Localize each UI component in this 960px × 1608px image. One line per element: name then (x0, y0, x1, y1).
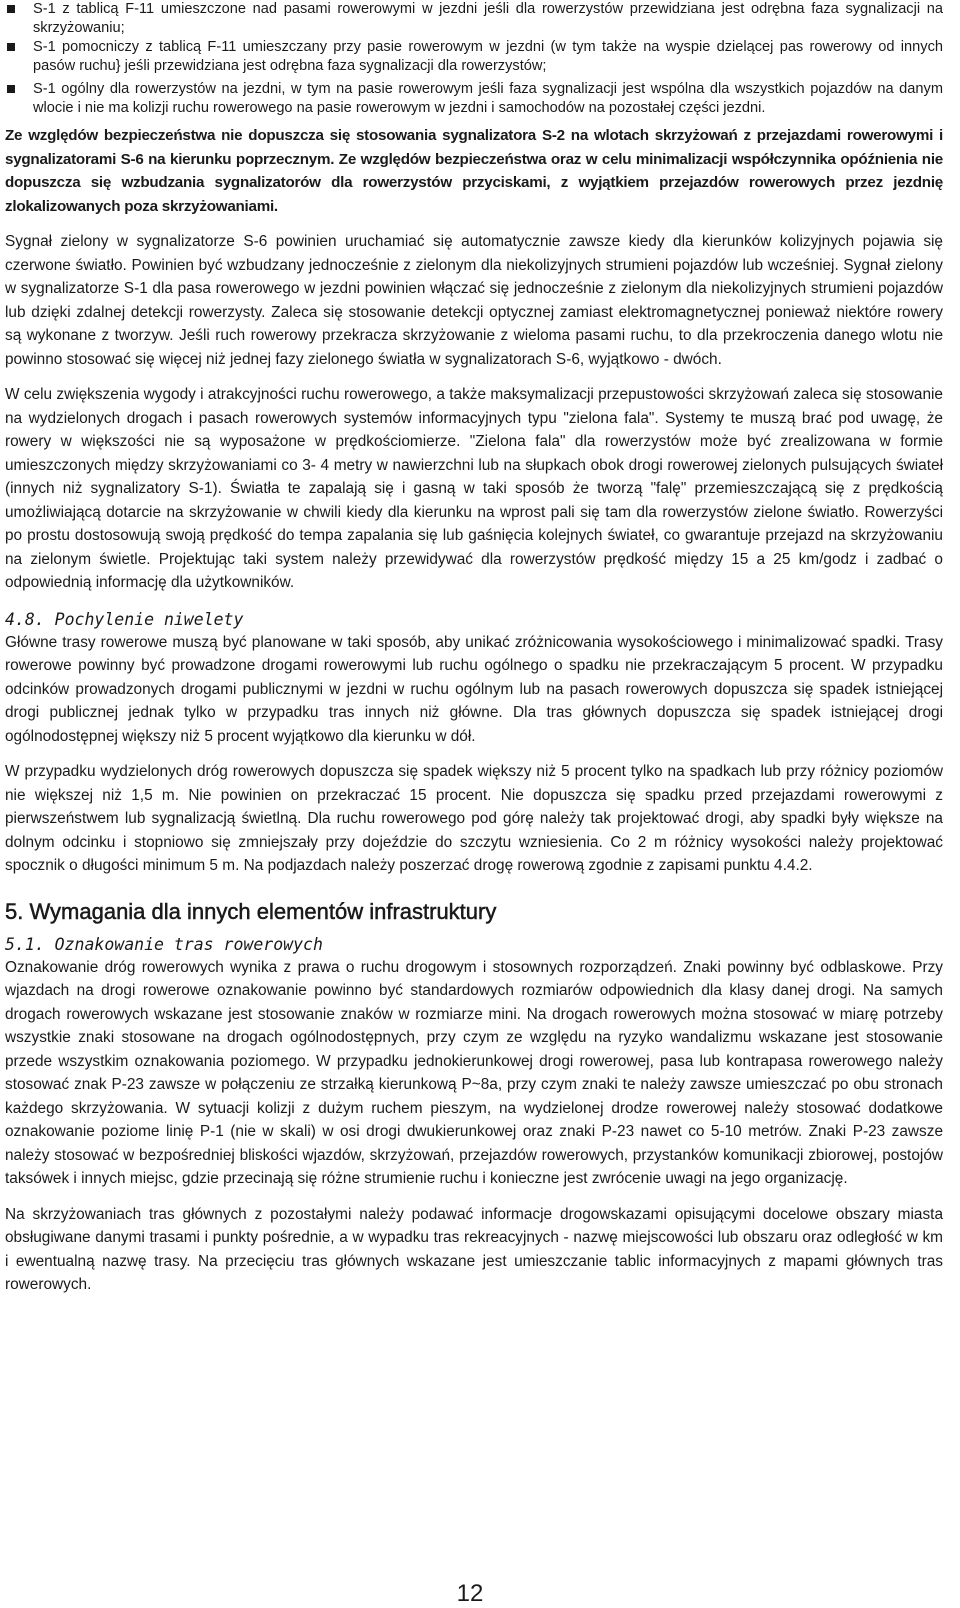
signal-bullet-list (5, 0, 943, 118)
body-paragraph: Sygnał zielony w sygnalizatorze S-6 powinien uruchamiać się automatycznie zawsze kiedy dla kierunków kolizyjnych pojawia się czerwone światło. Powinien być wzbudzany jednocześnie z zielonym dla niekolizyjnych strumieni pojazdów lub wcześniej. Sygnał zielony w sygnalizatorze S-1 dla pasa rowerowego w jezdni powinien włączać się jednocześnie z zielonym dla niekolizyjnych strumieni pojazdów lub dzięki zdalnej detekcji rowerzysty. Zaleca się stosowanie detekcji optycznej zamiast elektromagnetycznej ponieważ niektóre rowery są wykonane z tworzyw. Jeśli ruch rowerowy przekracza skrzyżowanie z wieloma pasami ruchu, to dla przekroczenia danego wlotu nie powinno stosować się więcej niż jednej fazy zielonego światła w sygnalizatorach S-6, wyjątkowo - dwóch. (5, 233, 943, 368)
body-paragraph: Na skrzyżowaniach tras głównych z pozostałymi należy podawać informacje drogowskazami opisującymi docelowe obszary miasta obsługiwane danymi trasami i punkty pośrednie, a w wypadku tras rekreacyjnych - nazwę miejscowości lub obszaru oraz odległość w km i ewentualną nazwę trasy. Na przecięciu tras głównych wskazane jest umieszczanie tablic informacyjnych z mapami głównych tras rowerowych. (5, 1205, 943, 1293)
document-page (5, 0, 943, 1297)
safety-bold-paragraph: Ze względów bezpieczeństwa nie dopuszcza się stosowania sygnalizatora S-2 na wlotach skrzyżowań z przejazdami rowerowymi i sygnalizatorami S-6 na kierunku poprzecznym. Ze względów bezpieczeństwa oraz w celu minimalizacji współczynnika opóźnienia nie dopuszcza się wzbudzania sygnalizatorów dla rowerzystów przyciskami, z wyjątkiem przejazdów rowerowych przez jezdnię zlokalizowanych poza skrzyżowaniami. (5, 127, 943, 215)
body-paragraph: W celu zwiększenia wygody i atrakcyjności ruchu rowerowego, a także maksymalizacji przepustowości skrzyżowań zaleca się stosowanie na wydzielonych drogach i pasach rowerowych systemów informacyjnych typu "zielona fala". Systemy te muszą brać pod uwagę, że rowery w większości nie są wyposażone w prędkościomierze. "Zielona fala" dla rowerzystów może być zrealizowana w formie umieszczonych między skrzyżowaniami co 3- 4 metry w nawierzchni lub na słupkach obok drogi rowerowej zielonych pulsujących świateł (innych niż sygnalizatory S-1). Światła te zapalają się i gasną w taki sposób że tworzą "falę" przemieszczającą się z prędkością umożliwiającą dotarcie na skrzyżowanie w chwili kiedy dla kierunku na wprost pali się tam dla rowerzystów zielone światło. Rowerzyści po prostu dostosowują swoją prędkość do tempa zapalania się lub gaśnięcia kolejnych świateł, co gwarantuje przejazd na skrzyżowaniu na zielonym świetle. Projektując taki system należy przewidywać dla rowerzystów prędkość między 15 a 25 km/godz i zadbać o odpowiednią informację dla użytkowników. (5, 386, 943, 591)
section-heading-5-1: 5.1. Oznakowanie tras rowerowych (5, 934, 323, 954)
bullet-item: S-1 ogólny dla rowerzystów na jezdni, w tym na pasie rowerowym jeśli faza sygnalizacji jest wspólna dla wszystkich pojazdów na danym wlocie i nie ma kolizji ruchu rowerowego na pasie rowerowym w jezdni i samochodów na pozostałej części jezdni. (5, 80, 943, 118)
page-number: 12 (456, 1580, 484, 1607)
section-heading-4-8: 4.8. Pochylenie niwelety (5, 609, 244, 629)
bullet-item: S-1 pomocniczy z tablicą F-11 umieszczany przy pasie rowerowym w jezdni (w tym także na wyspie dzielącej pas rowerowy od innych pasów ruchu} jeśli przewidziana jest odrębna faza sygnalizacji dla rowerzystów; (5, 38, 943, 76)
body-paragraph: W przypadku wydzielonych dróg rowerowych dopuszcza się spadek większy niż 5 procent tylko na spadkach lub przy różnicy poziomów nie większej niż 1,5 m. Nie powinien on przekraczać 15 procent. Nie dopuszcza się spadku przed przejazdami rowerowymi z pierwszeństwem lub sygnalizacją świetlną. Dla ruchu rowerowego pod górę należy tak projektować drogi, aby spadki były większe na dolnym odcinku i stopniowo się zmniejszały przy dojeździe do szczytu wzniesienia. Co 2 m różnicy wysokości należy projektować spocznik o długości minimum 5 m. Na podjazdach należy poszerzać drogę rowerową zgodnie z zapisami punktu 4.4.2. (5, 763, 943, 874)
body-paragraph: Oznakowanie dróg rowerowych wynika z prawa o ruchu drogowym i stosownych rozporządzeń. Znaki powinny być odblaskowe. Przy wjazdach na drogi rowerowe oznakowanie powinno być standardowych rozmiarów odpowiednich dla klasy danej drogi. Na samych drogach rowerowych wskazane jest stosowanie znaków w rozmiarze mini. Na drogach rowerowych można stosować w miarę potrzeby wszystkie znaki stosowane na drogach ogólnodostępnych, przy czym ze względu na ryzyko wandalizmu wskazane jest stosowanie przede wszystkim oznakowania poziomego. W przypadku jednokierunkowej drogi rowerowej, pasa lub kontrapasa rowerowego należy stosować znak P-23 zawsze w połączeniu ze strzałką kierunkową P~8a, przy czym znaki te należy zawsze umieszczać po obu stronach każdego skrzyżowania. W sytuacji kolizji z dużym ruchem pieszym, na wydzielonej drodze rowerowej należy stosować dodatkowe oznakowanie poziome linię P-1 (nie w skali) w osi drogi dwukierunkowej oraz znaki P-23 nawet co 5-10 metrów. Znaki P-23 zawsze należy stosować w bezpośredniej bliskości wjazdów, skrzyżowań, przejazdów rowerowych, przystanków komunikacji zbiorowej, postojów taksówek i innych miejsc, gdzie przecinają się różne strumienie ruchu i konieczne jest zwrócenie uwagi na jego organizację. (5, 958, 943, 1187)
bullet-item: S-1 z tablicą F-11 umieszczone nad pasami rowerowymi w jezdni jeśli dla rowerzystów przewidziana jest odrębna faza sygnalizacji na skrzyżowaniu; (5, 0, 943, 38)
body-paragraph: Główne trasy rowerowe muszą być planowane w taki sposób, aby unikać zróżnicowania wysokościowego i minimalizować spadki. Trasy rowerowe powinny być prowadzone drogami rowerowymi lub ruchu ogólnego o spadku nie przekraczającym 5 procent. W przypadku odcinków prowadzonych drogami publicznymi w jezdni w ruchu ogólnym lub na pasach rowerowych dopuszcza się spadek istniejącej drogi publicznej jednak tylko w przypadku tras innych niż główne. Dla tras głównych dopuszcza się spadek istniejącej drogi ogólnodostępnej większy niż 5 procent wyjątkowo dla kierunku w dół. (5, 633, 943, 745)
chapter-heading-5: 5. Wymagania dla innych elementów infrastruktury (5, 898, 497, 924)
